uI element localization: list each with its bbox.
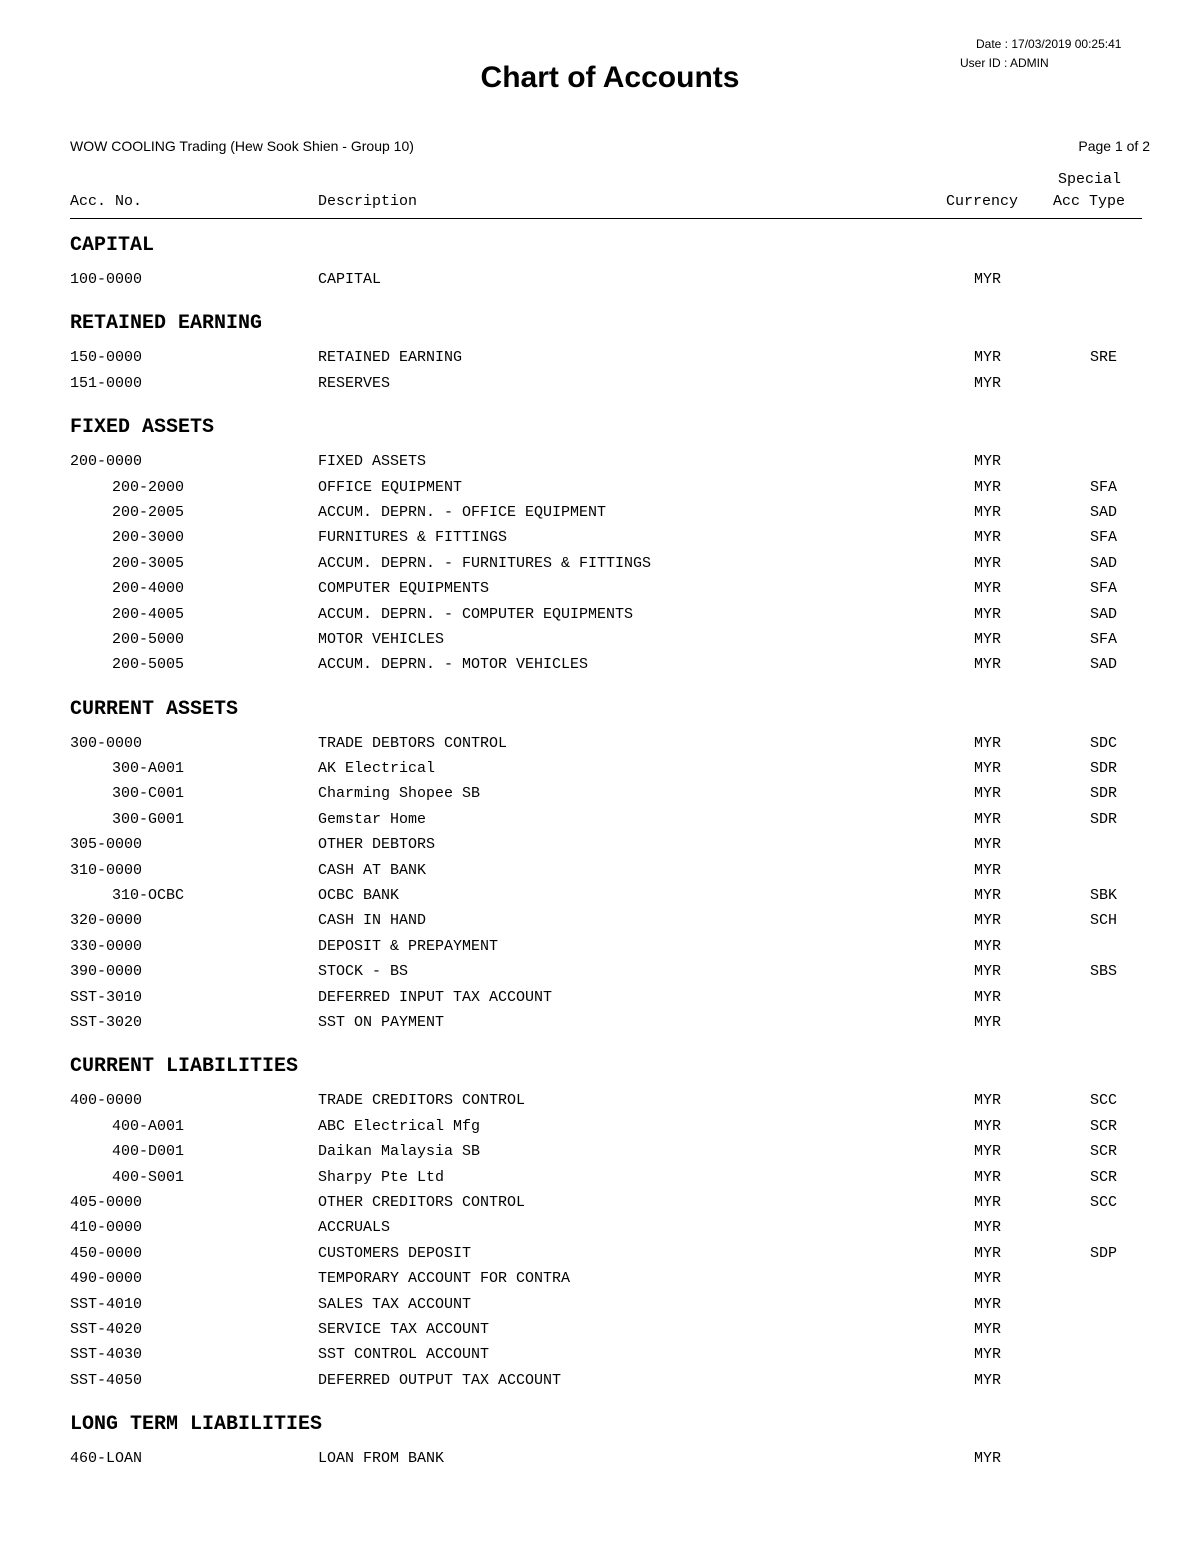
special-acc-type: SFA [1090, 478, 1118, 496]
special-acc-type: SAD [1090, 503, 1118, 521]
table-row [0, 1088, 1200, 1113]
account-number: 200-4000 [112, 580, 185, 598]
account-currency: MYR [974, 630, 1002, 648]
account-currency: MYR [974, 1092, 1002, 1110]
report-title: Chart of Accounts [480, 61, 740, 94]
account-number: 200-0000 [70, 453, 143, 471]
account-number: 200-2005 [112, 503, 185, 521]
account-currency: MYR [974, 478, 1002, 496]
account-description: SERVICE TAX ACCOUNT [318, 1320, 490, 1338]
special-acc-type: SDC [1090, 734, 1118, 752]
account-description: OTHER DEBTORS [318, 836, 436, 854]
account-currency: MYR [974, 1371, 1002, 1389]
account-description: Gemstar Home [318, 810, 427, 828]
special-acc-type: SFA [1090, 529, 1118, 547]
account-number: 400-0000 [70, 1092, 143, 1110]
account-currency: MYR [974, 503, 1002, 521]
table-row [0, 1342, 1200, 1367]
table-row [0, 1139, 1200, 1164]
account-currency: MYR [974, 374, 1002, 392]
table-row [0, 908, 1200, 933]
account-description: CUSTOMERS DEPOSIT [318, 1244, 472, 1262]
table-row [0, 449, 1200, 474]
table-row [0, 551, 1200, 576]
table-row [0, 652, 1200, 677]
account-number: 200-4005 [112, 605, 185, 623]
report-date: Date : 17/03/2019 00:25:41 [976, 37, 1122, 51]
column-header-currency: Currency [946, 193, 1019, 210]
account-description: FURNITURES & FITTINGS [318, 529, 508, 547]
account-description: FIXED ASSETS [318, 453, 427, 471]
account-number: 100-0000 [70, 271, 143, 288]
account-number: 390-0000 [70, 963, 143, 981]
account-number: 200-5005 [112, 656, 185, 674]
account-number: 450-0000 [70, 1244, 143, 1262]
account-currency: MYR [974, 453, 1002, 471]
account-currency: MYR [974, 760, 1002, 778]
account-currency: MYR [974, 1013, 1002, 1031]
account-currency: MYR [974, 734, 1002, 752]
table-row [0, 627, 1200, 652]
special-acc-type: SAD [1090, 605, 1118, 623]
section-title: CURRENT LIABILITIES [70, 1055, 299, 1079]
account-number: 490-0000 [70, 1270, 143, 1288]
account-currency: MYR [974, 529, 1002, 547]
account-description: ACCRUALS [318, 1219, 391, 1237]
table-row [0, 1266, 1200, 1291]
account-description: LOAN FROM BANK [318, 1450, 445, 1468]
account-number: 150-0000 [70, 349, 143, 367]
account-number: 410-0000 [70, 1219, 143, 1237]
table-row [0, 756, 1200, 781]
page-number: Page 1 of 2 [1078, 138, 1150, 154]
account-currency: MYR [974, 963, 1002, 981]
table-row [0, 371, 1200, 396]
account-number: 310-OCBC [112, 887, 185, 905]
table-row [0, 602, 1200, 627]
account-description: SST CONTROL ACCOUNT [318, 1346, 490, 1364]
account-number: 460-LOAN [70, 1450, 143, 1468]
special-acc-type: SCR [1090, 1168, 1118, 1186]
account-number: SST-3010 [70, 988, 143, 1006]
account-description: ABC Electrical Mfg [318, 1117, 481, 1135]
account-currency: MYR [974, 836, 1002, 854]
account-number: 200-5000 [112, 630, 185, 648]
table-row [0, 858, 1200, 883]
account-number: 305-0000 [70, 836, 143, 854]
table-row [0, 1241, 1200, 1266]
account-number: 151-0000 [70, 374, 143, 392]
account-number: 400-A001 [112, 1117, 185, 1135]
account-currency: MYR [974, 1143, 1002, 1161]
account-number: 300-0000 [70, 734, 143, 752]
account-currency: MYR [974, 1244, 1002, 1262]
account-currency: MYR [974, 1346, 1002, 1364]
account-number: SST-4010 [70, 1295, 143, 1313]
table-row [0, 1114, 1200, 1139]
account-currency: MYR [974, 810, 1002, 828]
account-number: SST-4050 [70, 1371, 143, 1389]
special-acc-type: SDR [1090, 810, 1118, 828]
special-acc-type: SDR [1090, 785, 1118, 803]
account-description: DEFERRED OUTPUT TAX ACCOUNT [318, 1371, 562, 1389]
account-description: TRADE DEBTORS CONTROL [318, 734, 508, 752]
table-row [0, 807, 1200, 832]
account-description: CASH IN HAND [318, 912, 427, 930]
special-acc-type: SDP [1090, 1244, 1118, 1262]
account-description: COMPUTER EQUIPMENTS [318, 580, 490, 598]
account-number: 320-0000 [70, 912, 143, 930]
section-title: CAPITAL [70, 234, 155, 257]
section-title: LONG TERM LIABILITIES [70, 1413, 323, 1437]
account-section [0, 408, 1200, 690]
column-header-special-line2: Acc Type [1053, 193, 1126, 210]
account-number: 400-D001 [112, 1143, 185, 1161]
account-currency: MYR [974, 1320, 1002, 1338]
section-title: RETAINED EARNING [70, 312, 263, 336]
account-section [0, 1405, 1200, 1483]
account-currency: MYR [974, 605, 1002, 623]
table-row [0, 883, 1200, 908]
account-description: DEPOSIT & PREPAYMENT [318, 937, 499, 955]
table-row [0, 525, 1200, 550]
account-number: SST-4020 [70, 1320, 143, 1338]
company-name: WOW COOLING Trading (Hew Sook Shien - Group 10) [70, 138, 414, 154]
account-number: 300-A001 [112, 760, 185, 778]
account-description: CASH AT BANK [318, 861, 427, 879]
table-row [0, 781, 1200, 806]
account-description: TEMPORARY ACCOUNT FOR CONTRA [318, 1270, 571, 1288]
account-currency: MYR [974, 554, 1002, 572]
account-number: 330-0000 [70, 937, 143, 955]
account-currency: MYR [974, 1270, 1002, 1288]
special-acc-type: SCR [1090, 1143, 1118, 1161]
account-description: TRADE CREDITORS CONTROL [318, 1092, 526, 1110]
account-currency: MYR [974, 1219, 1002, 1237]
account-currency: MYR [974, 937, 1002, 955]
account-description: OFFICE EQUIPMENT [318, 478, 463, 496]
account-number: 200-3000 [112, 529, 185, 547]
account-number: 310-0000 [70, 861, 143, 879]
table-row [0, 1292, 1200, 1317]
account-currency: MYR [974, 349, 1002, 367]
account-description: AK Electrical [318, 760, 436, 778]
account-currency: MYR [974, 785, 1002, 803]
account-currency: MYR [974, 656, 1002, 674]
account-currency: MYR [974, 1117, 1002, 1135]
account-number: 405-0000 [70, 1193, 143, 1211]
special-acc-type: SCH [1090, 912, 1118, 930]
table-row [0, 1368, 1200, 1393]
account-section [0, 226, 1200, 304]
table-row [0, 1215, 1200, 1240]
account-number: 300-G001 [112, 810, 185, 828]
special-acc-type: SAD [1090, 656, 1118, 674]
header-divider [70, 218, 1142, 219]
table-row [0, 985, 1200, 1010]
account-description: SST ON PAYMENT [318, 1013, 445, 1031]
table-row [0, 731, 1200, 756]
account-description: RETAINED EARNING [318, 349, 463, 367]
account-number: SST-3020 [70, 1013, 143, 1031]
table-row [0, 959, 1200, 984]
account-description: ACCUM. DEPRN. - OFFICE EQUIPMENT [318, 503, 607, 521]
account-currency: MYR [974, 861, 1002, 879]
account-section [0, 1047, 1200, 1405]
account-currency: MYR [974, 1450, 1002, 1468]
special-acc-type: SRE [1090, 349, 1118, 367]
account-description: DEFERRED INPUT TAX ACCOUNT [318, 988, 553, 1006]
section-title: FIXED ASSETS [70, 416, 215, 440]
column-header-acc-no: Acc. No. [70, 193, 143, 210]
account-number: 200-3005 [112, 554, 185, 572]
account-description: CAPITAL [318, 271, 382, 288]
account-description: ACCUM. DEPRN. - FURNITURES & FITTINGS [318, 554, 652, 572]
special-acc-type: SBS [1090, 963, 1118, 981]
account-currency: MYR [974, 271, 1002, 288]
account-description: Daikan Malaysia SB [318, 1143, 481, 1161]
table-row [0, 934, 1200, 959]
special-acc-type: SCR [1090, 1117, 1118, 1135]
table-row [0, 1165, 1200, 1190]
section-title: CURRENT ASSETS [70, 697, 239, 721]
account-description: ACCUM. DEPRN. - MOTOR VEHICLES [318, 656, 589, 674]
special-acc-type: SDR [1090, 760, 1118, 778]
special-acc-type: SCC [1090, 1092, 1118, 1110]
account-number: 200-2000 [112, 478, 185, 496]
special-acc-type: SBK [1090, 887, 1118, 905]
account-currency: MYR [974, 912, 1002, 930]
account-description: ACCUM. DEPRN. - COMPUTER EQUIPMENTS [318, 605, 634, 623]
account-section [0, 304, 1200, 408]
account-currency: MYR [974, 1295, 1002, 1313]
account-description: SALES TAX ACCOUNT [318, 1295, 472, 1313]
account-currency: MYR [974, 1168, 1002, 1186]
table-row [0, 832, 1200, 857]
table-row [0, 1190, 1200, 1215]
special-acc-type: SCC [1090, 1193, 1118, 1211]
table-row [0, 1010, 1200, 1035]
table-row [0, 500, 1200, 525]
account-currency: MYR [974, 580, 1002, 598]
account-description: STOCK - BS [318, 963, 409, 981]
special-acc-type: SFA [1090, 580, 1118, 598]
table-row [0, 267, 1200, 292]
column-header-description: Description [318, 193, 418, 210]
special-acc-type: SAD [1090, 554, 1118, 572]
account-description: Sharpy Pte Ltd [318, 1168, 445, 1186]
account-currency: MYR [974, 887, 1002, 905]
account-description: Charming Shopee SB [318, 785, 481, 803]
account-number: SST-4030 [70, 1346, 143, 1364]
table-row [0, 1317, 1200, 1342]
account-number: 400-S001 [112, 1168, 185, 1186]
account-currency: MYR [974, 1193, 1002, 1211]
account-description: MOTOR VEHICLES [318, 630, 445, 648]
account-number: 300-C001 [112, 785, 185, 803]
column-header-special-line1: Special [1058, 171, 1122, 188]
special-acc-type: SFA [1090, 630, 1118, 648]
table-row [0, 345, 1200, 370]
account-description: RESERVES [318, 374, 391, 392]
account-section [0, 690, 1200, 1048]
account-currency: MYR [974, 988, 1002, 1006]
table-row [0, 1446, 1200, 1471]
account-description: OTHER CREDITORS CONTROL [318, 1193, 526, 1211]
table-row [0, 475, 1200, 500]
accounts-list [0, 226, 1200, 1483]
account-description: OCBC BANK [318, 887, 400, 905]
table-row [0, 576, 1200, 601]
report-user-id: User ID : ADMIN [960, 56, 1049, 70]
